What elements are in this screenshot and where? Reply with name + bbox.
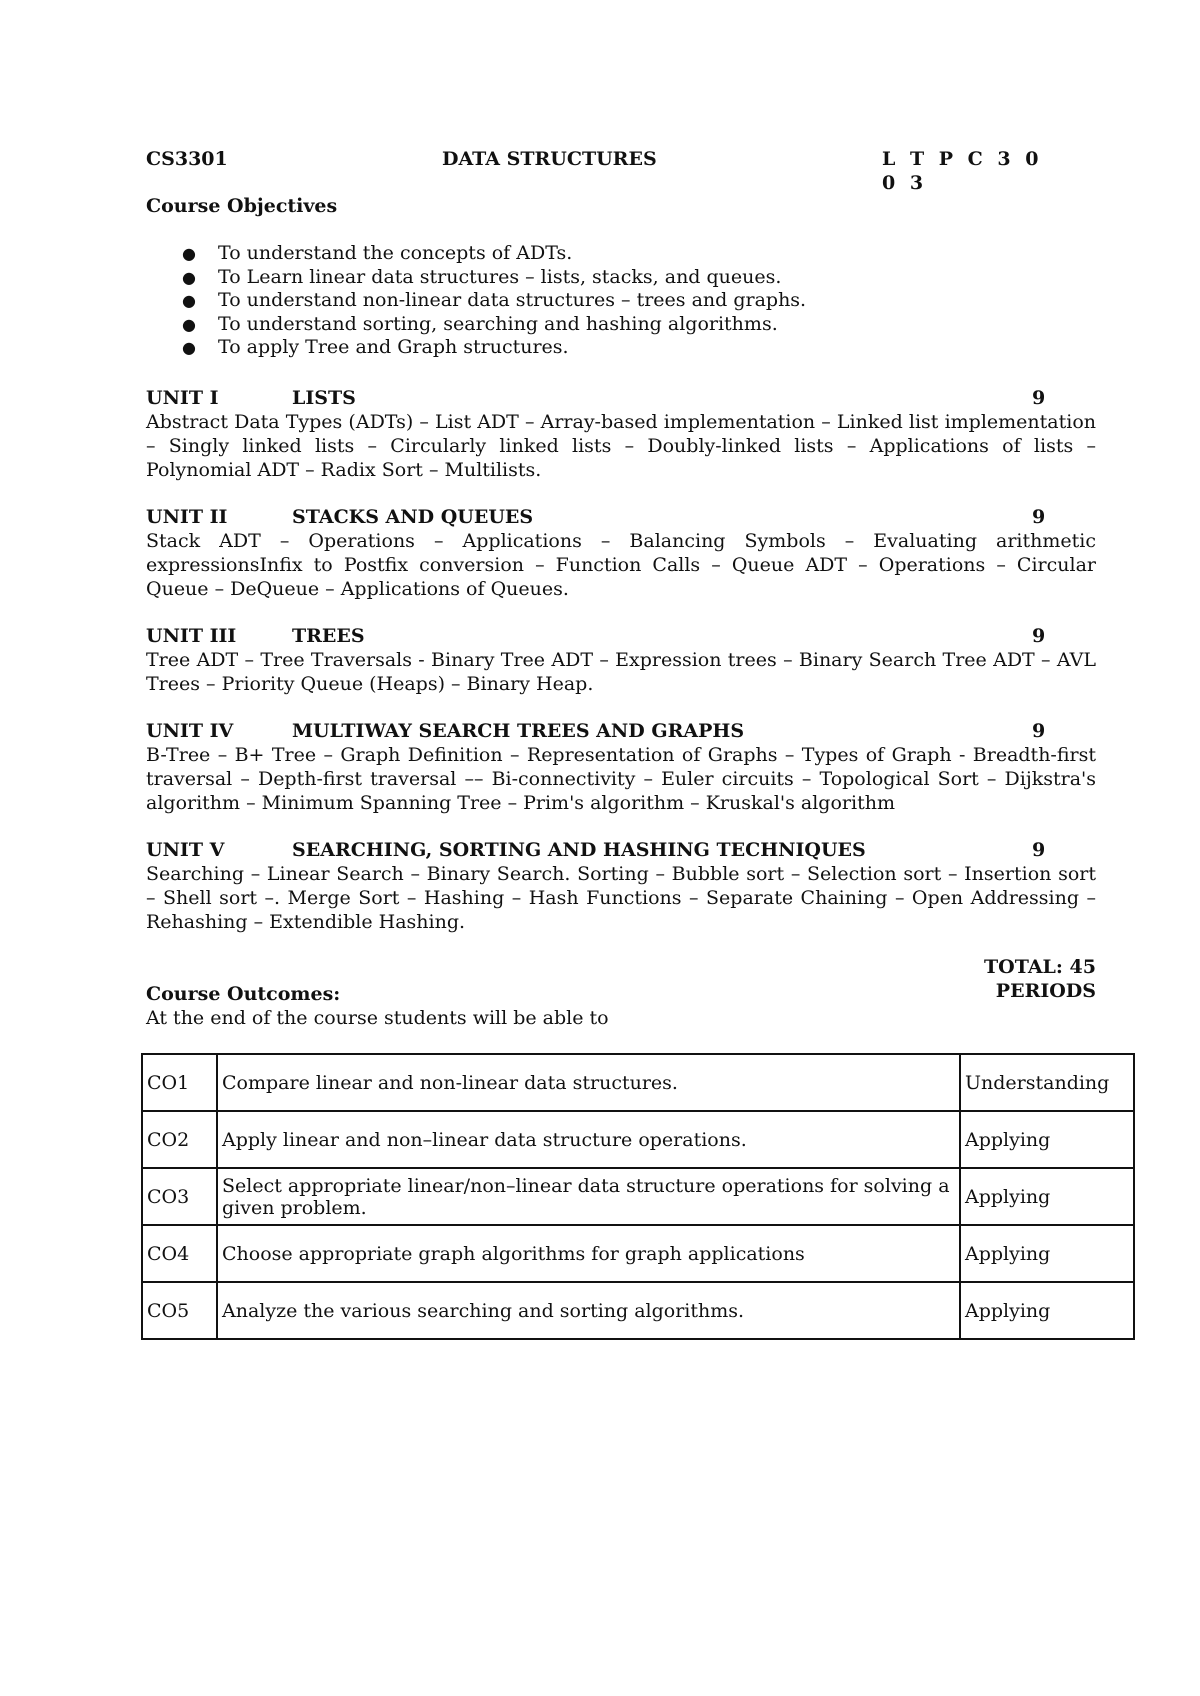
bullet-icon: ● xyxy=(182,314,196,334)
outcomes-table xyxy=(141,1053,1135,1340)
course-code: CS3301 xyxy=(146,148,228,170)
table-row xyxy=(142,1054,1134,1111)
table-row xyxy=(142,1225,1134,1282)
bullet-icon: ● xyxy=(182,291,196,310)
co-code: CO1 xyxy=(142,1054,217,1111)
unit-number: UNIT III xyxy=(146,625,237,647)
list-item xyxy=(178,266,806,290)
unit-3 xyxy=(146,624,1096,696)
table-row xyxy=(142,1282,1134,1339)
unit-number: UNIT V xyxy=(146,839,225,861)
objective-text: To understand non-linear data structures – trees and graphs. xyxy=(218,289,807,311)
unit-hours: 9 xyxy=(1032,625,1046,647)
total-periods: TOTAL: 45 PERIODS xyxy=(984,956,1096,1002)
objectives-heading: Course Objectives xyxy=(146,195,338,217)
unit-title: TREES xyxy=(292,625,365,647)
objectives-list xyxy=(178,242,806,360)
co-level: Understanding xyxy=(960,1054,1134,1111)
unit-title: STACKS AND QUEUES xyxy=(292,506,534,528)
objective-text: To apply Tree and Graph structures. xyxy=(218,336,569,358)
unit-4 xyxy=(146,719,1096,815)
co-code: CO5 xyxy=(142,1282,217,1339)
unit-hours: 9 xyxy=(1032,720,1046,742)
list-item xyxy=(178,289,806,313)
co-level: Applying xyxy=(960,1111,1134,1168)
unit-heading xyxy=(146,624,1096,648)
bullet-icon: ● xyxy=(182,244,196,263)
unit-heading xyxy=(146,719,1096,743)
co-code: CO3 xyxy=(142,1168,217,1225)
unit-hours: 9 xyxy=(1032,506,1046,528)
co-description: Apply linear and non–linear data structure operations. xyxy=(217,1111,960,1168)
co-code: CO4 xyxy=(142,1225,217,1282)
unit-content: Abstract Data Types (ADTs) – List ADT – Array-based implementation – Linked list implementation – Singly linked lists – Circularly linked lists – Doubly-linked lists – Applications of lists – Polynomial ADT – Radix Sort – Multilists. xyxy=(146,411,1096,481)
list-item xyxy=(178,242,806,266)
unit-title: SEARCHING, SORTING AND HASHING TECHNIQUES xyxy=(292,839,866,861)
co-description: Choose appropriate graph algorithms for graph applications xyxy=(217,1225,960,1282)
unit-2 xyxy=(146,505,1096,601)
unit-heading xyxy=(146,505,1096,529)
bullet-icon: ● xyxy=(182,267,196,287)
unit-hours: 9 xyxy=(1032,839,1046,861)
co-code: CO2 xyxy=(142,1111,217,1168)
bullet-icon: ● xyxy=(182,338,196,357)
table-row xyxy=(142,1111,1134,1168)
list-item xyxy=(178,313,806,337)
unit-heading xyxy=(146,386,1096,410)
co-level: Applying xyxy=(960,1168,1134,1225)
co-description: Analyze the various searching and sorting algorithms. xyxy=(217,1282,960,1339)
objective-text: To Learn linear data structures – lists, stacks, and queues. xyxy=(218,265,782,288)
unit-number: UNIT I xyxy=(146,387,219,409)
outcomes-heading: Course Outcomes: xyxy=(146,983,341,1005)
co-description: Select appropriate linear/non–linear data structure operations for solving a given problem. xyxy=(217,1168,960,1225)
table-row xyxy=(142,1168,1134,1225)
objective-text: To understand the concepts of ADTs. xyxy=(218,242,573,264)
course-header xyxy=(146,147,1046,194)
course-title: DATA STRUCTURES xyxy=(442,148,657,170)
objective-text: To understand sorting, searching and hashing algorithms. xyxy=(218,312,778,335)
co-description: Compare linear and non-linear data structures. xyxy=(217,1054,960,1111)
unit-content: Searching – Linear Search – Binary Search. Sorting – Bubble sort – Selection sort – Insertion sort – Shell sort –. Merge Sort – Hashing – Hash Functions – Separate Chaining – Open Addressing –Rehashing – Extendible Hashing. xyxy=(146,863,1096,933)
unit-title: LISTS xyxy=(292,387,356,409)
unit-number: UNIT II xyxy=(146,506,228,528)
unit-heading xyxy=(146,838,1096,862)
outcomes-intro: At the end of the course students will be able to xyxy=(146,1007,609,1029)
unit-hours: 9 xyxy=(1032,387,1046,409)
unit-content: B-Tree – B+ Tree – Graph Definition – Representation of Graphs – Types of Graph - Breadth-first traversal – Depth-first traversal –– Bi-connectivity – Euler circuits – Topological Sort – Dijkstra's algorithm – Minimum Spanning Tree – Prim's algorithm – Kruskal's algorithm xyxy=(146,744,1096,814)
co-level: Applying xyxy=(960,1225,1134,1282)
course-ltpc: L T P C 3 0 0 3 xyxy=(882,148,1043,194)
unit-content: Tree ADT – Tree Traversals - Binary Tree ADT – Expression trees – Binary Search Tree ADT – AVL Trees – Priority Queue (Heaps) – Binary Heap. xyxy=(146,649,1096,695)
unit-number: UNIT IV xyxy=(146,720,234,742)
unit-5 xyxy=(146,838,1096,934)
unit-content: Stack ADT – Operations – Applications – Balancing Symbols – Evaluating arithmetic expressionsInfix to Postfix conversion – Function Calls – Queue ADT – Operations – Circular Queue – DeQueue – Applications of Queues. xyxy=(146,530,1096,600)
unit-1 xyxy=(146,386,1096,482)
co-level: Applying xyxy=(960,1282,1134,1339)
unit-title: MULTIWAY SEARCH TREES AND GRAPHS xyxy=(292,720,745,742)
list-item xyxy=(178,336,806,360)
